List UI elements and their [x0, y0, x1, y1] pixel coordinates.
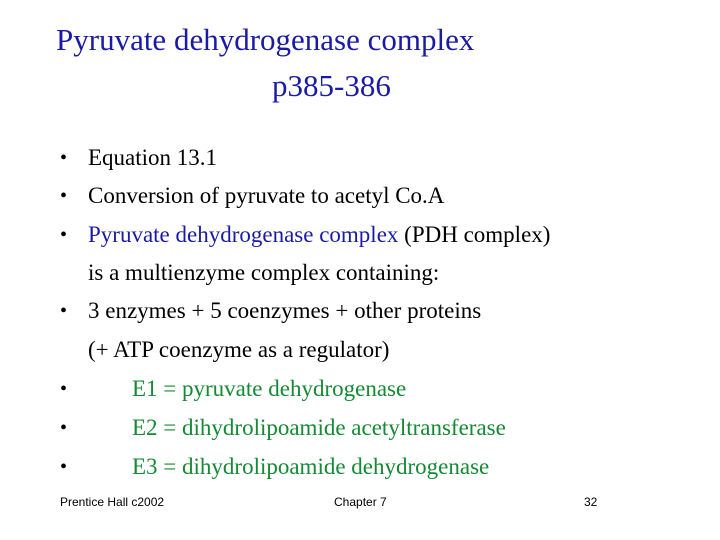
footer-publisher: Prentice Hall c2002: [60, 495, 165, 509]
bullet-item-e2: E2 = dihydrolipoamide acetyltransferase: [132, 415, 506, 440]
bullet-item-e1: E1 = pyruvate dehydrogenase: [132, 376, 407, 401]
bullet-item-pdh-complex-line2: is a multienzyme complex containing:: [88, 260, 440, 285]
bullet-marker: •: [60, 224, 68, 246]
bullet-marker: •: [60, 147, 68, 169]
bullet-marker: •: [60, 300, 68, 322]
bullet-item-equation: Equation 13.1: [88, 145, 218, 170]
pdh-complex-highlight: Pyruvate dehydrogenase complex: [88, 222, 399, 247]
footer-chapter: Chapter 7: [334, 495, 387, 509]
bullet-item-e3: E3 = dihydrolipoamide dehydrogenase: [132, 454, 490, 479]
bullet-item-pdh-complex: [88, 215, 550, 255]
bullet-item-enzymes-line2: (+ ATP coenzyme as a regulator): [88, 337, 390, 362]
title-line-1: Pyruvate dehydrogenase complex: [56, 22, 475, 57]
pdh-complex-rest: (PDH complex): [398, 222, 551, 247]
bullet-item-conversion: Conversion of pyruvate to acetyl Co.A: [88, 183, 445, 208]
bullet-marker: •: [60, 378, 68, 400]
bullet-marker: •: [60, 185, 68, 207]
title-line-2: p385-386: [272, 68, 391, 103]
bullet-marker: •: [60, 456, 68, 478]
footer-page-number: 32: [584, 495, 598, 509]
bullet-item-enzymes: 3 enzymes + 5 coenzymes + other proteins: [88, 298, 482, 323]
bullet-marker: •: [60, 417, 68, 439]
